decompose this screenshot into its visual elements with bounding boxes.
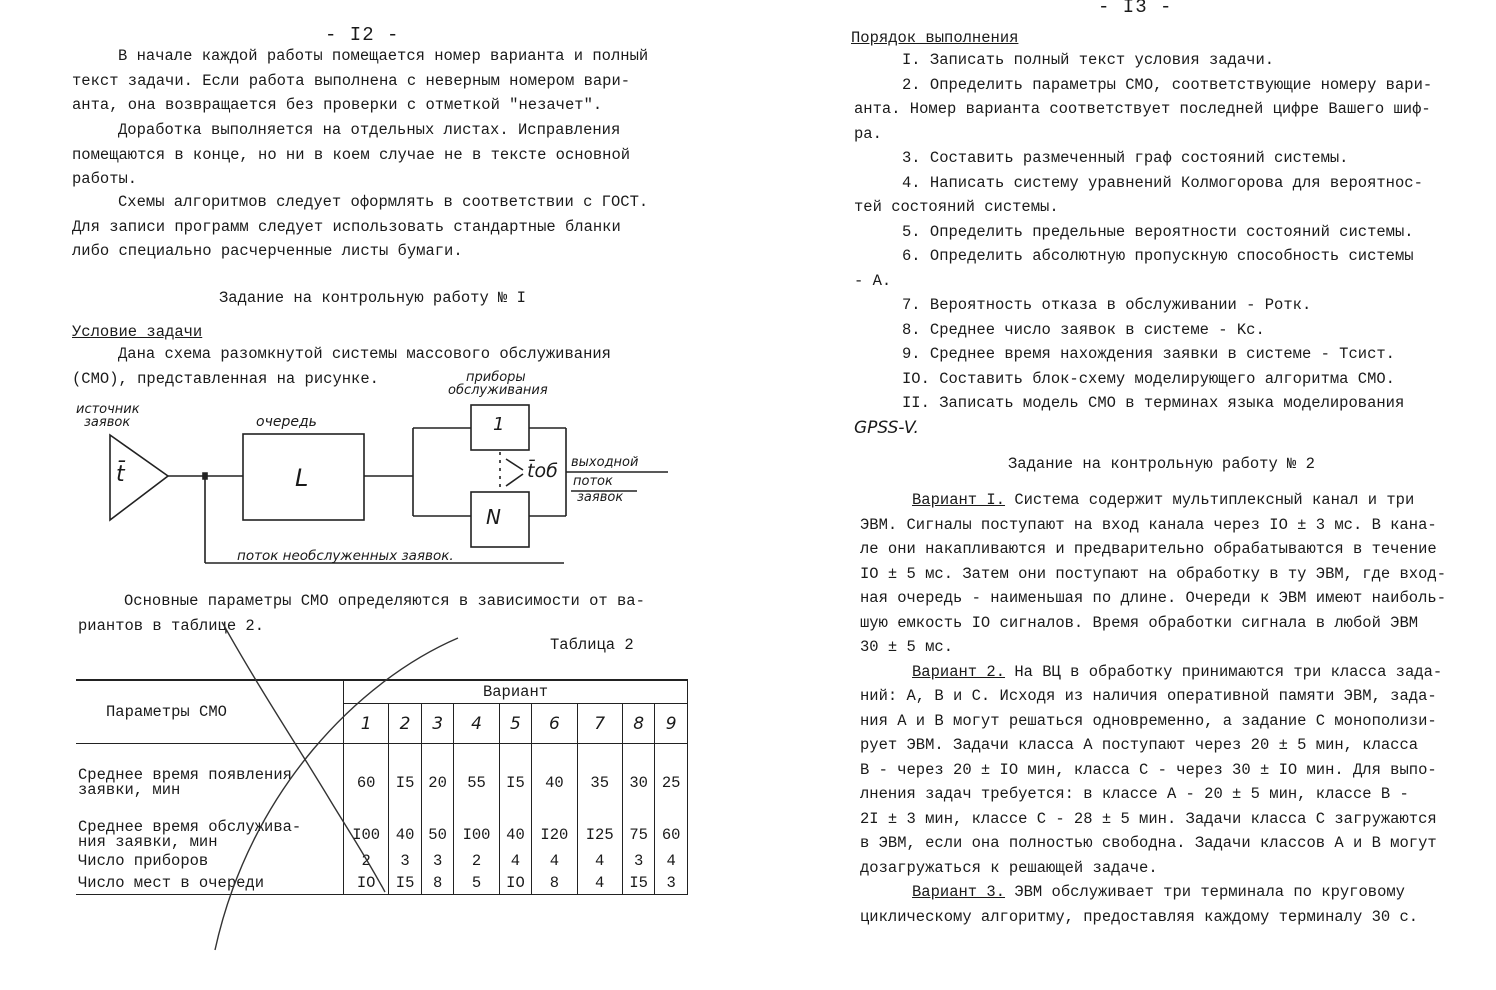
pen-strokes (0, 600, 748, 960)
row-label: Число мест в очереди (76, 872, 344, 895)
text-line: ния A и B могут решаться одновременно, а задание C монополизи- (860, 711, 1437, 730)
table-cell: I5 (389, 768, 422, 798)
table-cell: 4 (577, 872, 622, 895)
label-line: заявок (84, 415, 131, 430)
variant-number: 1 (344, 704, 389, 744)
table-caption: Таблица 2 (550, 636, 634, 654)
text-line: анта, она возвращается без проверки с отметкой "незачет". (72, 96, 603, 114)
table-cell: 4 (499, 850, 532, 872)
pen-stroke-curve (215, 638, 458, 950)
service-time-arrow-up (506, 459, 523, 470)
right-page (748, 0, 1496, 990)
text-line: шую емкость IO сигналов. Время обработки сигнала в любой ЭВМ (860, 613, 1419, 632)
text-line: ная очередь - наименьшая по длине. Очереди к ЭВМ имеют наиболь- (860, 589, 1446, 607)
variant-header: Вариант (344, 680, 688, 704)
task-title: Задание на контрольную работу № I (219, 289, 526, 307)
variant-number: 4 (454, 704, 499, 744)
paragraph-schemes (72, 190, 648, 264)
text-line: В начале каждой работы помещается номер варианта и полный (118, 47, 649, 65)
table-cell: 4 (655, 850, 688, 872)
task2-title: Задание на контрольную работу № 2 (1008, 455, 1315, 473)
text-line: лнения задач требуется: в классе A - 20 ± 5 мин, классе B - (860, 785, 1409, 803)
paragraph-intro (72, 44, 648, 118)
text-line: риантов в таблице 2. (78, 616, 265, 635)
variant-number: 9 (655, 704, 688, 744)
queue-label: очередь (256, 414, 317, 430)
step-item: 3. Составить размеченный граф состояний системы. (902, 149, 1349, 167)
step-item-cont: ра. (854, 124, 882, 143)
text-line: (СМО), представленная на рисунке. (72, 369, 379, 388)
paragraph-rework (72, 118, 630, 192)
text-line: рует ЭВМ. Задачи класса A поступают через 20 ± 5 мин, класса (860, 736, 1419, 754)
step-item: IO. Составить блок-схему моделирующего алгоритма СМО. (902, 369, 1395, 388)
variant-label: Вариант 2. (912, 662, 1006, 681)
variant-number: 2 (389, 704, 422, 744)
text-line: B - через 20 ± IO мин, класса C - через 30 ± IO мин. Для выпо- (860, 760, 1437, 779)
table-cell: 3 (421, 850, 454, 872)
variant-number: 8 (622, 704, 655, 744)
step-item: 2. Определить параметры СМО, соответствующие номеру вари- (902, 75, 1433, 94)
step-item: 4. Написать систему уравнений Колмогорова для вероятнос- (902, 173, 1423, 192)
table-cell: I5 (499, 768, 532, 798)
variant-number: 6 (532, 704, 577, 744)
step-item: II. Записать модель СМО в терминах языка моделирования (902, 394, 1405, 412)
variants-text (860, 488, 1446, 929)
table-cell: 30 (622, 768, 655, 798)
table-cell: 4 (577, 850, 622, 872)
table-cell: 60 (344, 768, 389, 798)
table-cell: IO (344, 872, 389, 895)
variant-label: Вариант I. (912, 491, 1006, 509)
text-line: в ЭВМ, если она полностью свободна. Задачи классов A и B могут (860, 834, 1437, 852)
table-cell: 40 (532, 768, 577, 798)
table-cell: 20 (421, 768, 454, 798)
step-item: 5. Определить предельные вероятности состояний системы. (902, 222, 1414, 241)
text-line: Основные параметры СМО определяются в зависимости от ва- (124, 592, 645, 610)
variant-first-line (860, 660, 1446, 685)
step-item: 9. Среднее время нахождения заявки в системе - Tсист. (902, 345, 1395, 363)
table-cell: 25 (655, 768, 688, 798)
variant-number: 5 (499, 704, 532, 744)
service-time-arrow-down (506, 474, 523, 486)
text-line: Для записи программ следует использовать стандартные бланки (72, 217, 621, 236)
variant-first-line (860, 880, 1446, 905)
table-cell: 55 (454, 768, 499, 798)
text-line: циклическому алгоритму, предоставляя каждому терминалу 30 с. (860, 907, 1419, 926)
variant-first-line (860, 488, 1446, 513)
text-line: работы. (72, 170, 138, 188)
rejected-flow-label: поток необслуженных заявок. (237, 548, 454, 564)
table-cell: 5 (454, 872, 499, 895)
source-symbol: t̄ (116, 462, 125, 487)
variant-number: 7 (577, 704, 622, 744)
table-cell: 8 (421, 872, 454, 895)
label-line: ния заявки, мин (78, 832, 218, 851)
text-line: ле они накапливаются и предварительно обрабатываются в течение (860, 540, 1437, 558)
label-line: обслуживания (448, 383, 548, 398)
page-number: - I3 - (1098, 0, 1173, 18)
step-item: 8. Среднее число заявок в системе - Kс. (902, 320, 1265, 339)
table-cell: 3 (655, 872, 688, 895)
label-line: Среднее время обслужива- (78, 817, 302, 836)
text-line: дозагружаться к решающей задаче. (860, 858, 1158, 877)
server-first-symbol: 1 (493, 414, 505, 435)
table-cell: I00 (454, 820, 499, 850)
text-line: текст задачи. Если работа выполнена с неверным номером вари- (72, 71, 631, 90)
text-fragment: Система содержит мультиплексный канал и три (1005, 491, 1415, 509)
text-line: помещаются в конце, но ни в коем случае не в тексте основной (72, 145, 631, 164)
text-fragment: ЭВМ обслуживает три терминала по круговому (1005, 883, 1405, 901)
text-line: Схемы алгоритмов следует оформлять в соответствии с ГОСТ. (118, 193, 649, 211)
row-label: Число приборов (78, 851, 209, 870)
table-cell: 8 (532, 872, 577, 895)
label-line: поток (573, 474, 613, 489)
label-line: приборы (466, 370, 526, 385)
steps-list (854, 48, 1432, 440)
text-line: ний: A, B и C. Исходя из наличия оперативной памяти ЭВМ, зада- (860, 687, 1437, 705)
table-cell: IO (499, 872, 532, 895)
table-cell: I20 (532, 820, 577, 850)
text-line: ЭВМ. Сигналы поступают на вход канала через IO ± 3 мс. В кана- (860, 515, 1437, 534)
source-label (76, 403, 140, 429)
queue-symbol: L (295, 464, 309, 492)
output-label (571, 455, 638, 506)
step-item-cont: тей состояний системы. (854, 198, 1059, 216)
step-item: 7. Вероятность отказа в обслуживании - Pотк. (902, 296, 1312, 314)
table-cell: 50 (421, 820, 454, 850)
label-line: источник (76, 402, 140, 417)
table-cell: 75 (622, 820, 655, 850)
label-line: заявок (577, 490, 624, 505)
table-cell: 3 (389, 850, 422, 872)
step-item: 6. Определить абсолютную пропускную способность системы (902, 247, 1414, 265)
table-cell: 2 (344, 850, 389, 872)
label-line: заявки, мин (78, 780, 181, 799)
table-cell: 4 (532, 850, 577, 872)
table-cell: I5 (622, 872, 655, 895)
text-line: Дана схема разомкнутой системы массового обслуживания (118, 345, 611, 363)
text-line: либо специально расчерченные листы бумаги. (72, 242, 463, 260)
table-cell: I5 (389, 872, 422, 895)
label-line: Среднее время появления (78, 765, 292, 784)
step-item-cont: GPSS-V. (854, 417, 919, 438)
table-cell: 2 (454, 850, 499, 872)
pen-stroke-diagonal (222, 622, 385, 892)
variant-number: 3 (421, 704, 454, 744)
server-last-symbol: N (486, 505, 501, 529)
text-line: 30 ± 5 мс. (860, 638, 954, 656)
page-number: - I2 - (325, 24, 400, 46)
table-cell: 40 (389, 820, 422, 850)
table-cell: 40 (499, 820, 532, 850)
step-item-cont: - A. (854, 271, 892, 290)
condition-heading: Условие задачи (72, 323, 203, 341)
table-cell: I25 (577, 820, 622, 850)
text-line: IO ± 5 мс. Затем они поступают на обработку в ту ЭВМ, где вход- (860, 564, 1446, 583)
param-header: Параметры СМО (76, 680, 344, 744)
table-cell: I00 (344, 820, 389, 850)
table-cell: 3 (622, 850, 655, 872)
text-line: 2I ± 3 мин, классе C - 28 ± 5 мин. Задачи класса C загружаются (860, 809, 1437, 828)
variant-label: Вариант 3. (912, 883, 1006, 901)
text-fragment: На ВЦ в обработку принимаются три класса зада- (1005, 662, 1443, 681)
table-cell: 35 (577, 768, 622, 798)
service-time-symbol: t̄об (527, 460, 558, 482)
text-line: Доработка выполняется на отдельных листах. Исправления (118, 121, 621, 139)
order-heading: Порядок выполнения (851, 29, 1019, 47)
step-item-cont: анта. Номер варианта соответствует последней цифре Вашего шиф- (854, 100, 1431, 118)
servers-label (448, 371, 548, 397)
step-item: I. Записать полный текст условия задачи. (902, 51, 1275, 69)
label-line: выходной (571, 455, 639, 470)
junction-dot (203, 473, 207, 479)
table-cell: 60 (655, 820, 688, 850)
